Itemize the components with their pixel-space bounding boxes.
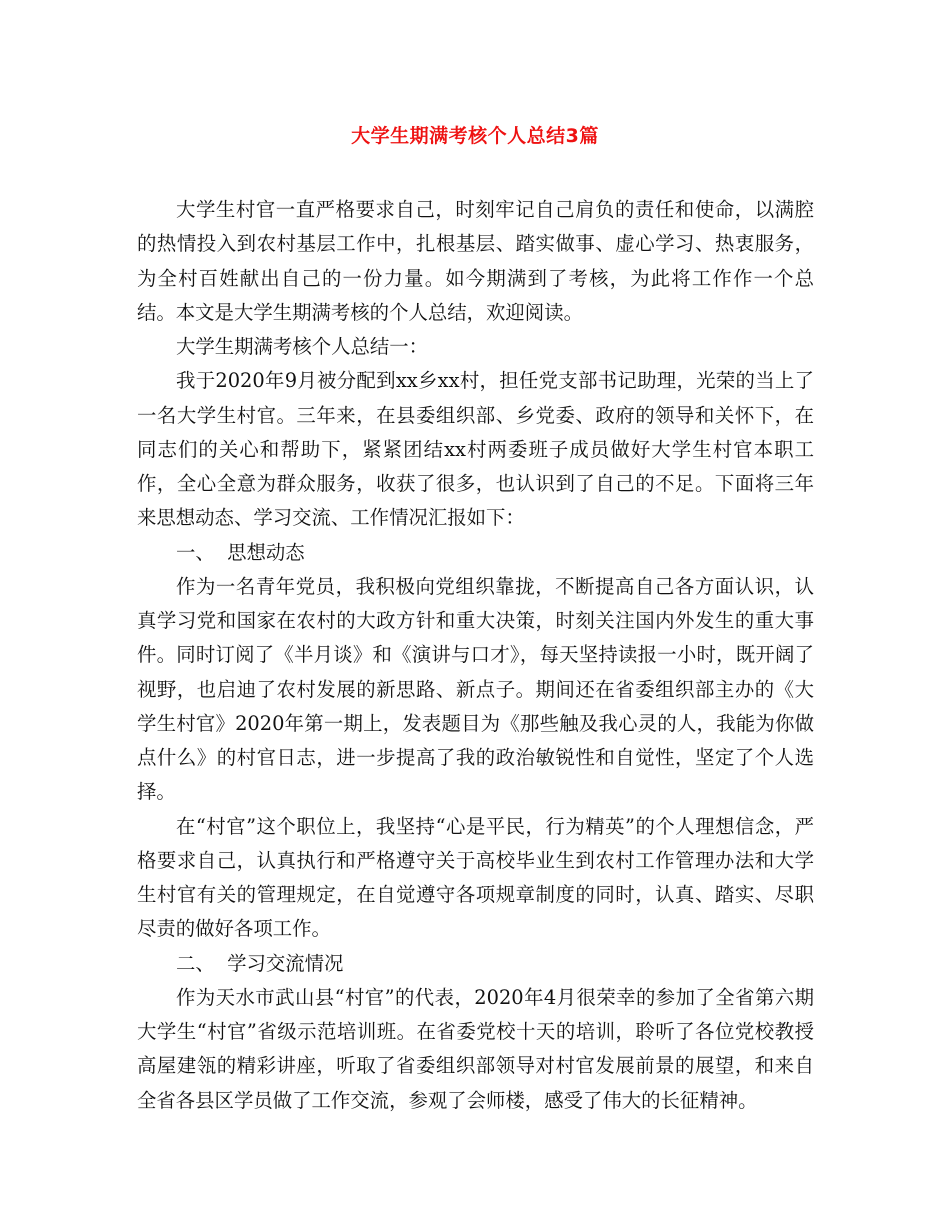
intro-paragraph: 大学生村官一直严格要求自己，时刻牢记自己肩负的责任和使命，以满腔的热情投入到农村基层工作中，扎根基层、踏实做事、虚心学习、热衷服务，为全村百姓献出自己的一份力量。如今期满到了考核，为此将工作作一个总结。本文是大学生期满考核的个人总结，欢迎阅读。 xyxy=(137,198,814,324)
body-paragraph: 我于2020年9月被分配到xx乡xx村，担任党支部书记助理，光荣的当上了一名大学生村官。三年来，在县委组织部、乡党委、政府的领导和关怀下，在同志们的关心和帮助下，紧紧团结xx村两委班子成员做好大学生村官本职工作，全心全意为群众服务，收获了很多，也认识到了自己的不足。下面将三年来思想动态、学习交流、工作情况汇报如下： xyxy=(137,369,814,530)
document-body xyxy=(137,193,814,1118)
body-paragraph: 在“村官”这个职位上，我坚持“心是平民，行为精英”的个人理想信念，严格要求自己，认真执行和严格遵守关于高校毕业生到农村工作管理办法和大学生村官有关的管理规定，在自觉遵守各项规章制度的同时，认真、踏实、尽职尽责的做好各项工作。 xyxy=(137,814,814,941)
section-heading-study-exchange: 二、 学习交流情况 xyxy=(176,951,344,975)
body-paragraph: 作为一名青年党员，我积极向党组织靠拢，不断提高自己各方面认识，认真学习党和国家在农村的大政方针和重大决策，时刻关注国内外发生的重大事件。同时订阅了《半月谈》和《演讲与口才》，每天坚持读报一小时，既开阔了视野，也启迪了农村发展的新思路、新点子。期间还在省委组织部主办的《大学生村官》2020年第一期上，发表题目为《那些触及我心灵的人，我能为你做点什么》的村官日志，进一步提高了我的政治敏锐性和自觉性，坚定了个人选择。 xyxy=(137,574,814,804)
document-title: 大学生期满考核个人总结3篇 xyxy=(351,125,599,147)
section-heading-thoughts: 一、 思想动态 xyxy=(176,540,305,564)
body-paragraph: 作为天水市武山县“村官”的代表，2020年4月很荣幸的参加了全省第六期大学生“村官”省级示范培训班。在省委党校十天的培训，聆听了各位党校教授高屋建瓴的精彩讲座，听取了省委组织部领导对村官发展前景的展望，和来自全省各县区学员做了工作交流，参观了会师楼，感受了伟大的长征精神。 xyxy=(137,985,814,1112)
section-heading-summary-one: 大学生期满考核个人总结一： xyxy=(176,335,429,358)
